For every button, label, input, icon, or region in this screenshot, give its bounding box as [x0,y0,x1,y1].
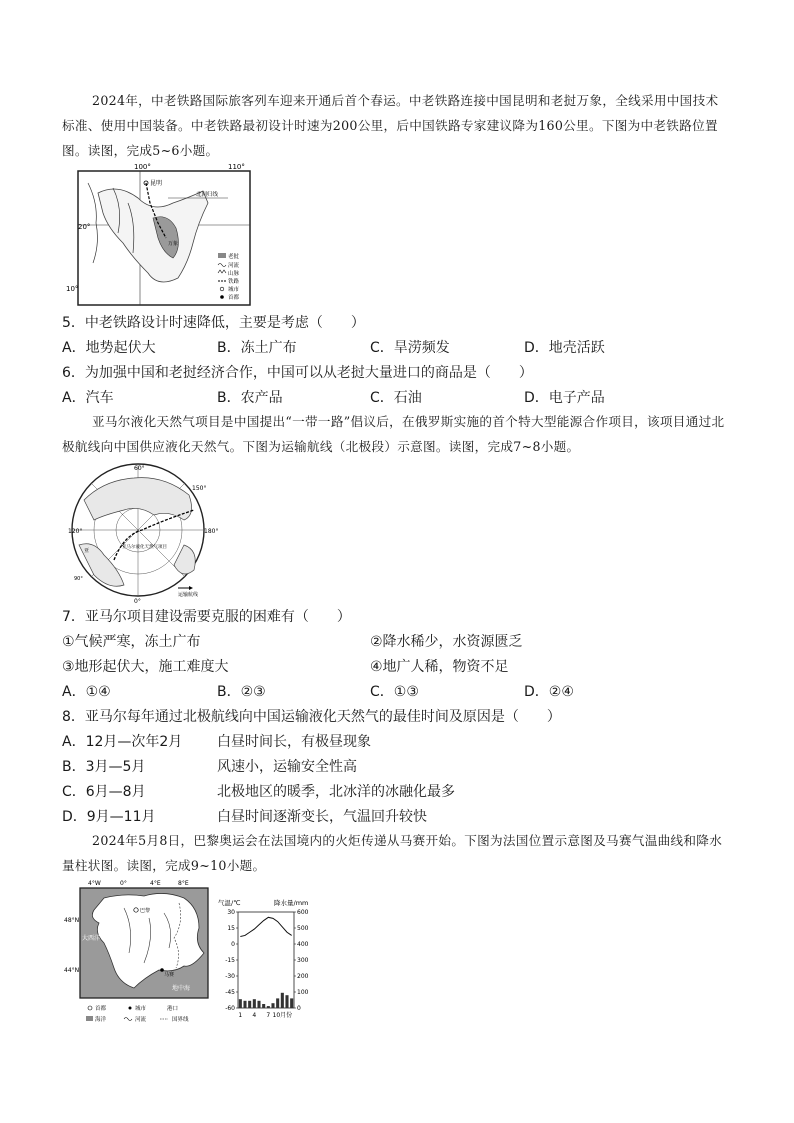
precip-bar [285,995,288,1008]
q6-option-c[interactable]: C．石油 [370,390,422,406]
q7-option-a[interactable]: A．①④ [62,684,111,700]
q5-option-d[interactable]: D．地壳活跃 [524,340,605,356]
precip-bar [239,999,242,1008]
france-map [64,878,214,1030]
svg-text:亚: 亚 [84,548,90,554]
svg-text:港口: 港口 [167,1006,179,1012]
svg-text:180°: 180° [204,528,219,535]
temp-tick-label: 30 [227,909,235,916]
q7-item-1: ①气候严寒，冻土广布 [62,634,201,650]
q7-option-c[interactable]: C．①③ [370,684,419,700]
climate-chart [218,896,320,1028]
q8-stem: 8．亚马尔每年通过北极航线向中国运输液化天然气的最佳时间及原因是（ ） [62,709,561,725]
q5-option-a[interactable]: A．地势起伏大 [62,340,156,356]
svg-text:48°N: 48°N [64,917,80,924]
svg-text:海洋: 海洋 [95,1017,107,1023]
lon-label-110: 110° [228,163,245,171]
precip-bar [253,999,256,1008]
q5-option-c[interactable]: C．旱涝频发 [370,340,450,356]
plot-area [238,912,294,1008]
svg-text:河流: 河流 [135,1017,147,1023]
q7-item-3: ③地形起伏大，施工难度大 [62,659,229,675]
q7-option-b[interactable]: B．②③ [217,684,266,700]
svg-text:150°: 150° [192,485,207,492]
q6-option-d[interactable]: D．电子产品 [524,390,605,406]
map3-legend [86,1004,189,1023]
precip-bar [281,993,284,1008]
precip-tick-label: 500 [297,925,309,932]
month-tick-label: 1 [238,1012,243,1019]
q7-item-4: ④地广人稀，物资不足 [370,659,509,675]
q7-option-d[interactable]: D．②④ [524,684,574,700]
q6-option-b[interactable]: B．农产品 [217,390,283,406]
svg-text:首都: 首都 [228,295,240,301]
tropic-label: 北回归线 [196,192,219,198]
precip-bar [276,998,279,1008]
svg-text:城市: 城市 [228,287,240,293]
temp-tick-label: -45 [225,989,235,996]
precip-tick-label: 400 [297,941,309,948]
precip-axis-label: 降水量/mm [274,899,309,907]
precip-bar [262,1004,265,1008]
vientiane-label: 万象 [168,241,179,247]
laos-railway-map [66,163,258,313]
month-tick-label: 7 [266,1012,271,1019]
svg-text:山脉: 山脉 [228,271,240,277]
svg-text:8°E: 8°E [178,880,189,887]
svg-text:河流: 河流 [228,263,240,269]
precip-tick-label: 100 [297,989,309,996]
exam-page: 2024年，中老铁路国际旅客列车迎来开通后首个春运。中老铁路连接中国昆明和老挝万象，全线采用中国技术标准、使用中国装备。中老铁路最初设计时速为200公里，后中国铁路专家建议降为160公里。下图为中老铁路位置图。读图，完成5~6小题。 100° 110° 20° 10° 昆明 北回归线 万象 老挝 河流 山脉 铁路 城市 首都 5．中老铁路设计时速降低，主要是考虑（ ） A．地势起伏大 B．冻土广布 C．旱涝频发 D．地壳活跃 6．为加强中国和老挝经济合作，中国可以从老挝大量进口的商品是（ ） A．汽车 B．农产品 C．石油 D．电子产品 亚马尔液化天然气项目是中国提出“一带一路”倡议后，在俄罗斯实施的首个特大型能源合作项目，该项目通过北极航线向中国供应液化天然气。下图为运输航线（北极段）示意图。读图，完成7~8小题。 60° 150° 180° 120° 0° 亚马尔液化天然气项目 亚 90° 运输航线 7．亚马尔项目建设需要克服的困难有（ ） ①气候严寒，冻土广布 ②降水稀少，水资源匮乏 ③地形起伏大，施工难度大 ④地广人稀，物资不足 A．①④ B．②③ C．①③ D．②④ 8．亚马尔每年通过北极航线向中国运输液化天然气的最佳时间及原因是（ ） A．12月—次年2月 白昼时间长，有极昼现象 B．3月—5月 风速小，运输安全性高 C．6月—8月 北极地区的暖季，北冰洋的冰融化最多 D．9月—11月 白昼时间逐渐变长，气温回升较快 2024年5月8日，巴黎奥运会在法国境内的火炬传递从马赛开始。下图为法国位置示意图及马赛气温曲线和降水量柱状图。读图，完成9~10小题。 4°W 0° 4°E 8°E 48°N 44°N 巴黎 马赛 大西洋 地中海 首都 城市 港口 海洋 河流 国界线 气温/℃ 降水量/mm 30 15 0 -15 -30 -45 -60 600 500 400 300 200 100 0 1 4 7 10月份 [0,0,794,1123]
q5-option-b[interactable]: B．冻土广布 [217,340,297,356]
svg-text:城市: 城市 [135,1006,147,1012]
precip-bar [243,1001,246,1008]
svg-text:0°: 0° [120,880,127,887]
svg-text:地中海: 地中海 [172,985,191,992]
lat-label-10: 10° [66,285,79,293]
svg-text:马赛: 马赛 [164,972,175,978]
q7-stem: 7．亚马尔项目建设需要克服的困难有（ ） [62,609,351,625]
svg-text:0°: 0° [134,598,141,605]
svg-text:亚马尔液化天然气项目: 亚马尔液化天然气项目 [122,545,167,550]
precip-bar [248,1001,251,1008]
q6-stem: 6．为加强中国和老挝经济合作，中国可以从老挝大量进口的商品是（ ） [62,365,533,381]
svg-text:120°: 120° [68,528,83,535]
svg-text:44°N: 44°N [64,967,80,974]
temp-tick-label: -60 [225,1005,235,1012]
precip-bar [290,998,293,1008]
svg-text:4°W: 4°W [88,880,101,887]
q7-item-2: ②降水稀少，水资源匮乏 [370,634,523,650]
month-tick-label: 10月份 [272,1012,293,1019]
q6-option-a[interactable]: A．汽车 [62,390,114,406]
section3-intro: 2024年5月8日，巴黎奥运会在法国境内的火炬传递从马赛开始。下图为法国位置示意图及马赛气温曲线和降水量柱状图。读图，完成9~10小题。 [62,833,723,873]
temp-tick-label: -15 [225,957,235,964]
q5-stem: 5．中老铁路设计时速降低，主要是考虑（ ） [62,315,365,331]
precip-bar [257,1001,260,1008]
svg-text:90°: 90° [74,576,83,582]
svg-text:首都: 首都 [95,1006,107,1012]
temp-tick-label: -30 [225,973,235,980]
precip-tick-label: 600 [297,909,309,916]
precip-bar [271,1003,274,1008]
precip-tick-label: 300 [297,957,309,964]
svg-text:铁路: 铁路 [228,279,240,285]
svg-text:4°E: 4°E [150,880,161,887]
precip-tick-label: 0 [297,1005,301,1012]
temp-tick-label: 0 [231,941,235,948]
precip-tick-label: 200 [297,973,309,980]
precip-bar [267,1006,270,1008]
svg-text:国界线: 国界线 [172,1017,189,1023]
svg-text:老挝: 老挝 [228,254,240,260]
route-legend: 运输航线 [178,592,199,598]
temp-tick-label: 15 [227,925,235,932]
kunming-label: 昆明 [150,180,163,187]
svg-text:巴黎: 巴黎 [140,908,151,914]
lon-label-100: 100° [134,163,151,171]
svg-text:60°: 60° [134,465,145,472]
arctic-route-map [64,460,219,608]
month-tick-label: 4 [252,1012,257,1019]
lat-label-20: 20° [78,223,91,231]
temp-axis-label: 气温/℃ [218,899,241,907]
section2-intro: 亚马尔液化天然气项目是中国提出“一带一路”倡议后，在俄罗斯实施的首个特大型能源合作项目，该项目通过北极航线向中国供应液化天然气。下图为运输航线（北极段）示意图。读图，完成7~8小题。 [62,414,725,454]
svg-text:大西洋: 大西洋 [82,935,101,942]
section1-intro: 2024年，中老铁路国际旅客列车迎来开通后首个春运。中老铁路连接中国昆明和老挝万象，全线采用中国技术标准、使用中国装备。中老铁路最初设计时速为200公里，后中国铁路专家建议降为160公里。下图为中老铁路位置图。读图，完成5~6小题。 [62,93,719,158]
